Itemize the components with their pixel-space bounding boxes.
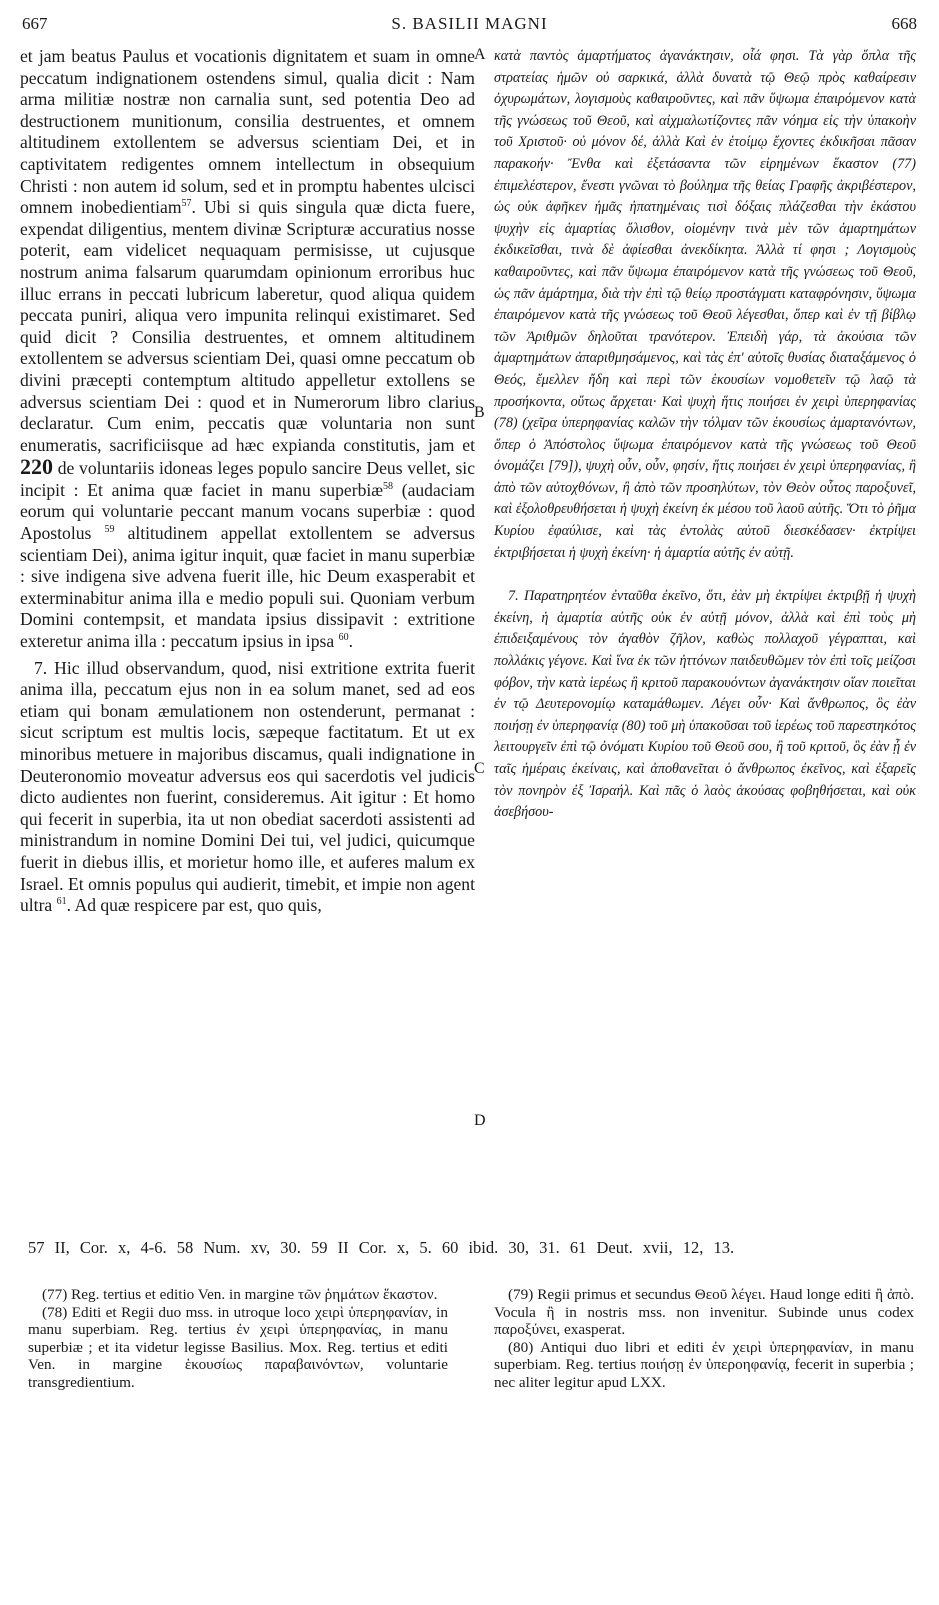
footnote-ref: 58: [382, 481, 393, 493]
footnote: (79) Regii primus et secundus Θεοῦ λέγει. Haud longe editi ἢ ἀπὸ. Vocula ἢ in nostris mss. non invenitur. Subinde unus codex παροξύνει, exasperat.: [494, 1286, 914, 1338]
page-number-left: 667: [22, 14, 48, 33]
footnote-ref: 59: [104, 524, 115, 536]
footnotes-right: [494, 1286, 914, 1391]
greek-paragraph-7: 7. Παρατηρητέον ἐνταῦθα ἐκεῖνο, ὅτι, ἐὰν μὴ ἐκτρίψει ἐκτριβῇ ἡ ψυχὴ ἐκείνη, ἡ ἁμαρτία αὐτῆς οὐκ ἐν αὐτῇ μόνον, ἀλλὰ καὶ ἐπὶ τοὺς μὴ ἐπιδειξαμένους τὸν ἀγαθὸν ζῆλον, καθὼς πολλαχοῦ γέγραπται, καὶ πολλάκις γέγονε. Καὶ ἵνα ἐκ τῶν ἡττόνων παιδευθῶμεν τὸν ἐπὶ τοῖς μείζοσι φόβον, τὴν κατὰ ἱερέως ἢ κριτοῦ παρακουόντων ἀγανάκτησιν οἵαν ποιεῖται ἐν τῷ Δευτερονομίῳ καταμάθωμεν. Λέγει οὖν· Καὶ ἄνθρωπος, ὃς ἐὰν ποιήσῃ ἐν ὑπερηφανίᾳ (80) τοῦ μὴ ὑπακοῦσαι τοῦ ἱερέως τοῦ παρεστηκότος λειτουργεῖν ἐπὶ τῷ ὀνόματι Κυρίου τοῦ Θεοῦ σου, ἢ τοῦ κριτοῦ, ὃς ἐὰν ᾖ ἐν ταῖς ἡμέραις ἐκείναις, καὶ ἀποθανεῖται ὁ ἄνθρωπος ἐκεῖνος, καὶ ἐξαρεῖς τὸν πονηρὸν ἐξ Ἰσραήλ. Καὶ πᾶς ὁ λαὸς ἀκούσας φοβηθήσεται, καὶ οὐκ ἀσεβήσου-: [494, 588, 916, 821]
footnotes-left: [28, 1286, 448, 1391]
footnote: (80) Antiqui duo libri et editi ἐν χειρὶ ὑπερηφανίαν, in manu superbiam. Reg. tertius ποιήσῃ ἐν ὑπεροηφανίᾳ, fecerit in superbia ; nec aliter legitur apud LXX.: [494, 1338, 914, 1391]
latin-text: . Ad quæ respicere par est, quo quis,: [66, 895, 322, 916]
latin-text: (audaciam eorum qui voluntarie peccant manum vocans superbiæ : quod Apostolus: [20, 479, 475, 544]
latin-text: de voluntariis idoneas leges populo sancire Deus vellet, sic incipit : Et anima quæ faciet in manu superbiæ: [20, 458, 476, 500]
footnote: (77) Reg. tertius et editio Ven. in margine τῶν ῥημάτων ἕκαστον.: [42, 1286, 438, 1303]
marginal-number: 220: [20, 454, 53, 480]
latin-text: altitudinem appellat extollentem se adversus scientiam Dei), anima igitur inquit, quæ faciet in manu superbiæ : sive indigena sive advena fuerit ille, hic Deum exasperabit et exterminabitur anima illa e medio populi sui. Quoniam verbum Domini contempsit, et mandata ipsius dissipavit : extritione exteretur anima illa : peccatum ipsius in ipsa: [20, 523, 475, 652]
footnote-ref: 57: [181, 198, 192, 210]
scripture-references: 57 II, Cor. x, 4-6. 58 Num. xv, 30. 59 II Cor. x, 5. 60 ibid. 30, 31. 61 Deut. xvii, 12, 13.: [28, 1238, 735, 1257]
marker-c: C: [474, 760, 485, 777]
latin-text: 7. Hic illud observandum, quod, nisi extritione extrita fuerit anima illa, peccatum ejus non in ea solum manet, sed ad eos etiam qui bonam æmulationem non ostenderunt, permanat : sicut scriptum est multis locis, sæpeque factitatum. Et ut ex minoribus metuere in majoribus discamus, quali indignatione in Deuteronomio moveatur adversus eos qui sacerdotis vel judicis dicto audientes non fuerint, consideremus. Ait igitur : Et homo qui fecerit in superbia, ita ut non obediat sacerdoti assistenti ad ministrandum in nomine Domini Dei tui, vel judici, quicumque fuerit in diebus illis, et morietur homo ille, et auferes malum ex Israel. Et omnis populus qui audierit, timebit, et impie non agent ultra: [20, 657, 475, 916]
running-title: S. BASILII MAGNI: [391, 14, 548, 33]
greek-paragraph: κατὰ παντὸς ἁμαρτήματος ἀγανάκτησιν, οἷά φησι. Τὰ γὰρ ὅπλα τῆς στρατείας ἡμῶν οὐ σαρκικά, ἀλλὰ δυνατὰ τῷ Θεῷ πρὸς καθαίρεσιν ὀχυρωμάτων, λογισμοὺς καθαιροῦντες, καὶ πᾶν ὕψωμα ἐπαιρόμενον κατὰ τῆς γνώσεως τοῦ Θεοῦ, καὶ αἰχμαλωτίζοντες πᾶν νόημα εἰς τὴν ὑπακοὴν τοῦ Χριστοῦ· οὐ μόνον δέ, ἀλλὰ Καὶ ἐν ἑτοίμῳ ἔχοντες ἐκδικῆσαι πᾶσαν παρακοήν· Ἔνθα καὶ ἐξετάσαντα τῶν εἰρημένων ἕκαστον (77) ἐπιμελέστερον, ἔνεστι γνῶναι τὸ βούλημα τῆς θείας Γραφῆς ἀκριβέστερον, ὡς οὐκ ἀφῆκεν ἡμᾶς ἠπατημέναις τισὶ δόξαις πλάζεσθαι τὴν ἑκάστου ψυχὴν εἰς ἁμαρτίας ὄλισθον, οἰομένην τινὰ μὲν τῶν ἁμαρτημάτων ἐκδικεῖσθαι, τινὰ δὲ ἀφίεσθαι ἀνεκδίκητα. Ἀλλὰ τί φησι ; Λογισμοὺς καθαιροῦντες, καὶ πᾶν ὕψωμα ἐπαιρόμενον κατὰ τῆς γνώσεως τοῦ Θεοῦ, ὡς πᾶν ἁμάρτημα, διὰ τὴν ἐπὶ τῷ θείῳ προστάγματι καταφρόνησιν, ὕψωμα ἐπαιρόμενον κατὰ τῆς γνώσεως τοῦ Θεοῦ λέγεσθαι, ὅπερ καὶ ἐν τῇ βίβλῳ τῶν Ἀριθμῶν δηλοῦται τρανότερον. Ἐπειδὴ γάρ, τὰ ἀκούσια τῶν ἁμαρτημάτων ἀπαριθμησάμενος, καὶ τὰς ἐπ' αὐτοῖς θυσίας διαταξάμενος ὁ Θεός, ἔμελλεν ἤδη καὶ περὶ τῶν ἑκουσίων νομοθετεῖν τῷ λαῷ τὰ προσήκοντα, οὕτως ἄρχεται· Καὶ ψυχὴ ἥτις ποιήσει ἐν χειρὶ ὑπερηφανίας (78) (χεῖρα ὑπερηφανίας καλῶν τὴν τόλμαν τῶν ἑκουσίως ἁμαρτανόντων, ὅπερ ὁ Ἀπόστολος ὕψωμα ἐπαιρόμενον κατὰ τῆς γνώσεως τοῦ Θεοῦ ὀνομάζει [79]), ψυχὴ οὖν, οὖν, φησίν, ἥτις ποιήσει ἐν χειρὶ ὑπερηφανίας, ἢ ἀπὸ τῶν αὐτοχθόνων, ἢ ἀπὸ τῶν προσηλύτων, τὸν Θεὸν οὗτος παροξυνεῖ, καὶ ἐξολοθρευθήσεται ἡ ψυχὴ ἐκείνη ἐκ μέσου τοῦ λαοῦ αὐτῆς. Ὅτι τὸ ῥῆμα Κυρίου ἐφαύλισε, καὶ τὰς ἐντολὰς αὐτοῦ διεσκέδασεν· ἐκτρίψει ἐκτριβήσεται ἡ ψυχὴ ἐκείνη· ἡ ἁμαρτία αὐτῆς ἐν αὐτῇ.: [494, 48, 916, 561]
margin-markers: [474, 0, 492, 1260]
page-number-right: 668: [891, 14, 917, 33]
footnote-ref: 60: [338, 632, 349, 644]
latin-text: . Ubi si quis singula quæ dicta fuere, expendat diligentius, mentem divinæ Scripturæ accuratius nosse poterit, eam videlicet nequaquam permisisse, ut cujusque nostrum anima falsarum quarumdam opinionum erroribus huc illuc errans in peccati lubricum laberetur, quod aliqua quidem peccata puniri, aliqua vero impunita relinqui existimaret. Sed quid dicit ? Consilia destruentes, et omnem altitudinem extollentem se adversus scientiam Dei, quasi omne peccatum ob divini præcepti contemptum altitudo appelletur extollens se adversus scientiam Dei : quod et in Numerorum libro clarius declaratur. Cum enim, peccatis quæ voluntaria non sunt enumeratis, sacrificiisque ad hæc expianda constitutis, jam et: [20, 197, 475, 455]
greek-column: [494, 46, 916, 824]
latin-text: et jam beatus Paulus et vocationis dignitatem et suam in omne peccatum indignationem ostendens simul, qualia dicit : Nam arma militiæ nostræ non carnalia sunt, sed potentia Deo ad destructionem munitionum, consilia destruentes, et omnem altitudinem extollentem se adversus scientiam Dei, et in captivitatem redigentes omnem intellectum in obsequium Christi : non autem id solum, sed et in promptu habentes ulcisci omnem inobedientiam: [20, 46, 475, 218]
running-header: [22, 14, 917, 40]
latin-paragraph: et jam beatus Paulus et vocationis dignitatem et suam in omne peccatum indignationem ostendens simul, qualia dicit : Nam arma militiæ nostræ non carnalia sunt, sed potentia Deo ad destructionem munitionum, consilia destruentes, et omnem altitudinem extollentem se adversus scientiam Dei, et in captivitatem redigentes omnem intellectum in obsequium Christi : non autem id solum, sed et in promptu habentes ulcisci omnem inobedientiam$^{57}$. Ubi si quis singula quæ dicta fuere, expendat diligentius, mentem divinæ Scripturæ accuratius nosse poterit, eam videlicet nequaquam permisisse, ut cujusque nostrum anima falsarum quarumdam opinionum erroribus huc illuc errans in peccati lubricum laberetur, quod aliqua quidem peccata puniri, aliqua vero impunita relinqui existimaret. Sed quid dicit ? Consilia destruentes, et omnem altitudinem extollentem se adversus scientiam Dei, quasi omne peccatum ob divini præcepti contemptum altitudo appelletur extollens se adversus scientiam Dei : quod et in Numerorum libro clarius declaratur. Cum enim, peccatis quæ voluntaria non sunt enumeratis, sacrificiisque ad hæc expianda constitutis, jam et 220 de voluntariis idoneas leges populo sancire Deus vellet, sic incipit : Et anima quæ faciet in manu superbiæ$^{58}$ (audaciam eorum qui voluntarie peccant manum vocans superbiæ : quod Apostolus $^{59}$ altitudinem appellat extollentem se adversus scientiam Dei), anima igitur inquit, quæ faciet in manu superbiæ : sive indigena sive advena fuerit ille, hic Deum exasperabit et exterminabitur anima illa e medio populi sui. Quoniam verbum Domini contempsit, et mandata ipsius dissipavit : extritione exteretur anima illa : peccatum ipsius in ipsa $^{60}$.: [20, 46, 476, 652]
latin-column: [20, 46, 475, 917]
footnote-ref: 61: [56, 896, 67, 908]
marker-a: A: [474, 46, 486, 63]
footnote: (78) Editi et Regii duo mss. in utroque loco χειρὶ ὑπερηφανίαν, in manu superbiam. Reg. tertius ἐν χειρὶ ὑπερηφανίας, in manu superbiæ ; et ita videtur legisse Basilius. Mox. Reg. tertius et editi Ven. in margine ἑκουσίως παραβαινόντων, voluntarie transgredientium.: [28, 1303, 448, 1391]
marker-d: D: [474, 1112, 486, 1129]
marker-b: B: [474, 404, 485, 421]
latin-paragraph-7: [20, 658, 475, 917]
